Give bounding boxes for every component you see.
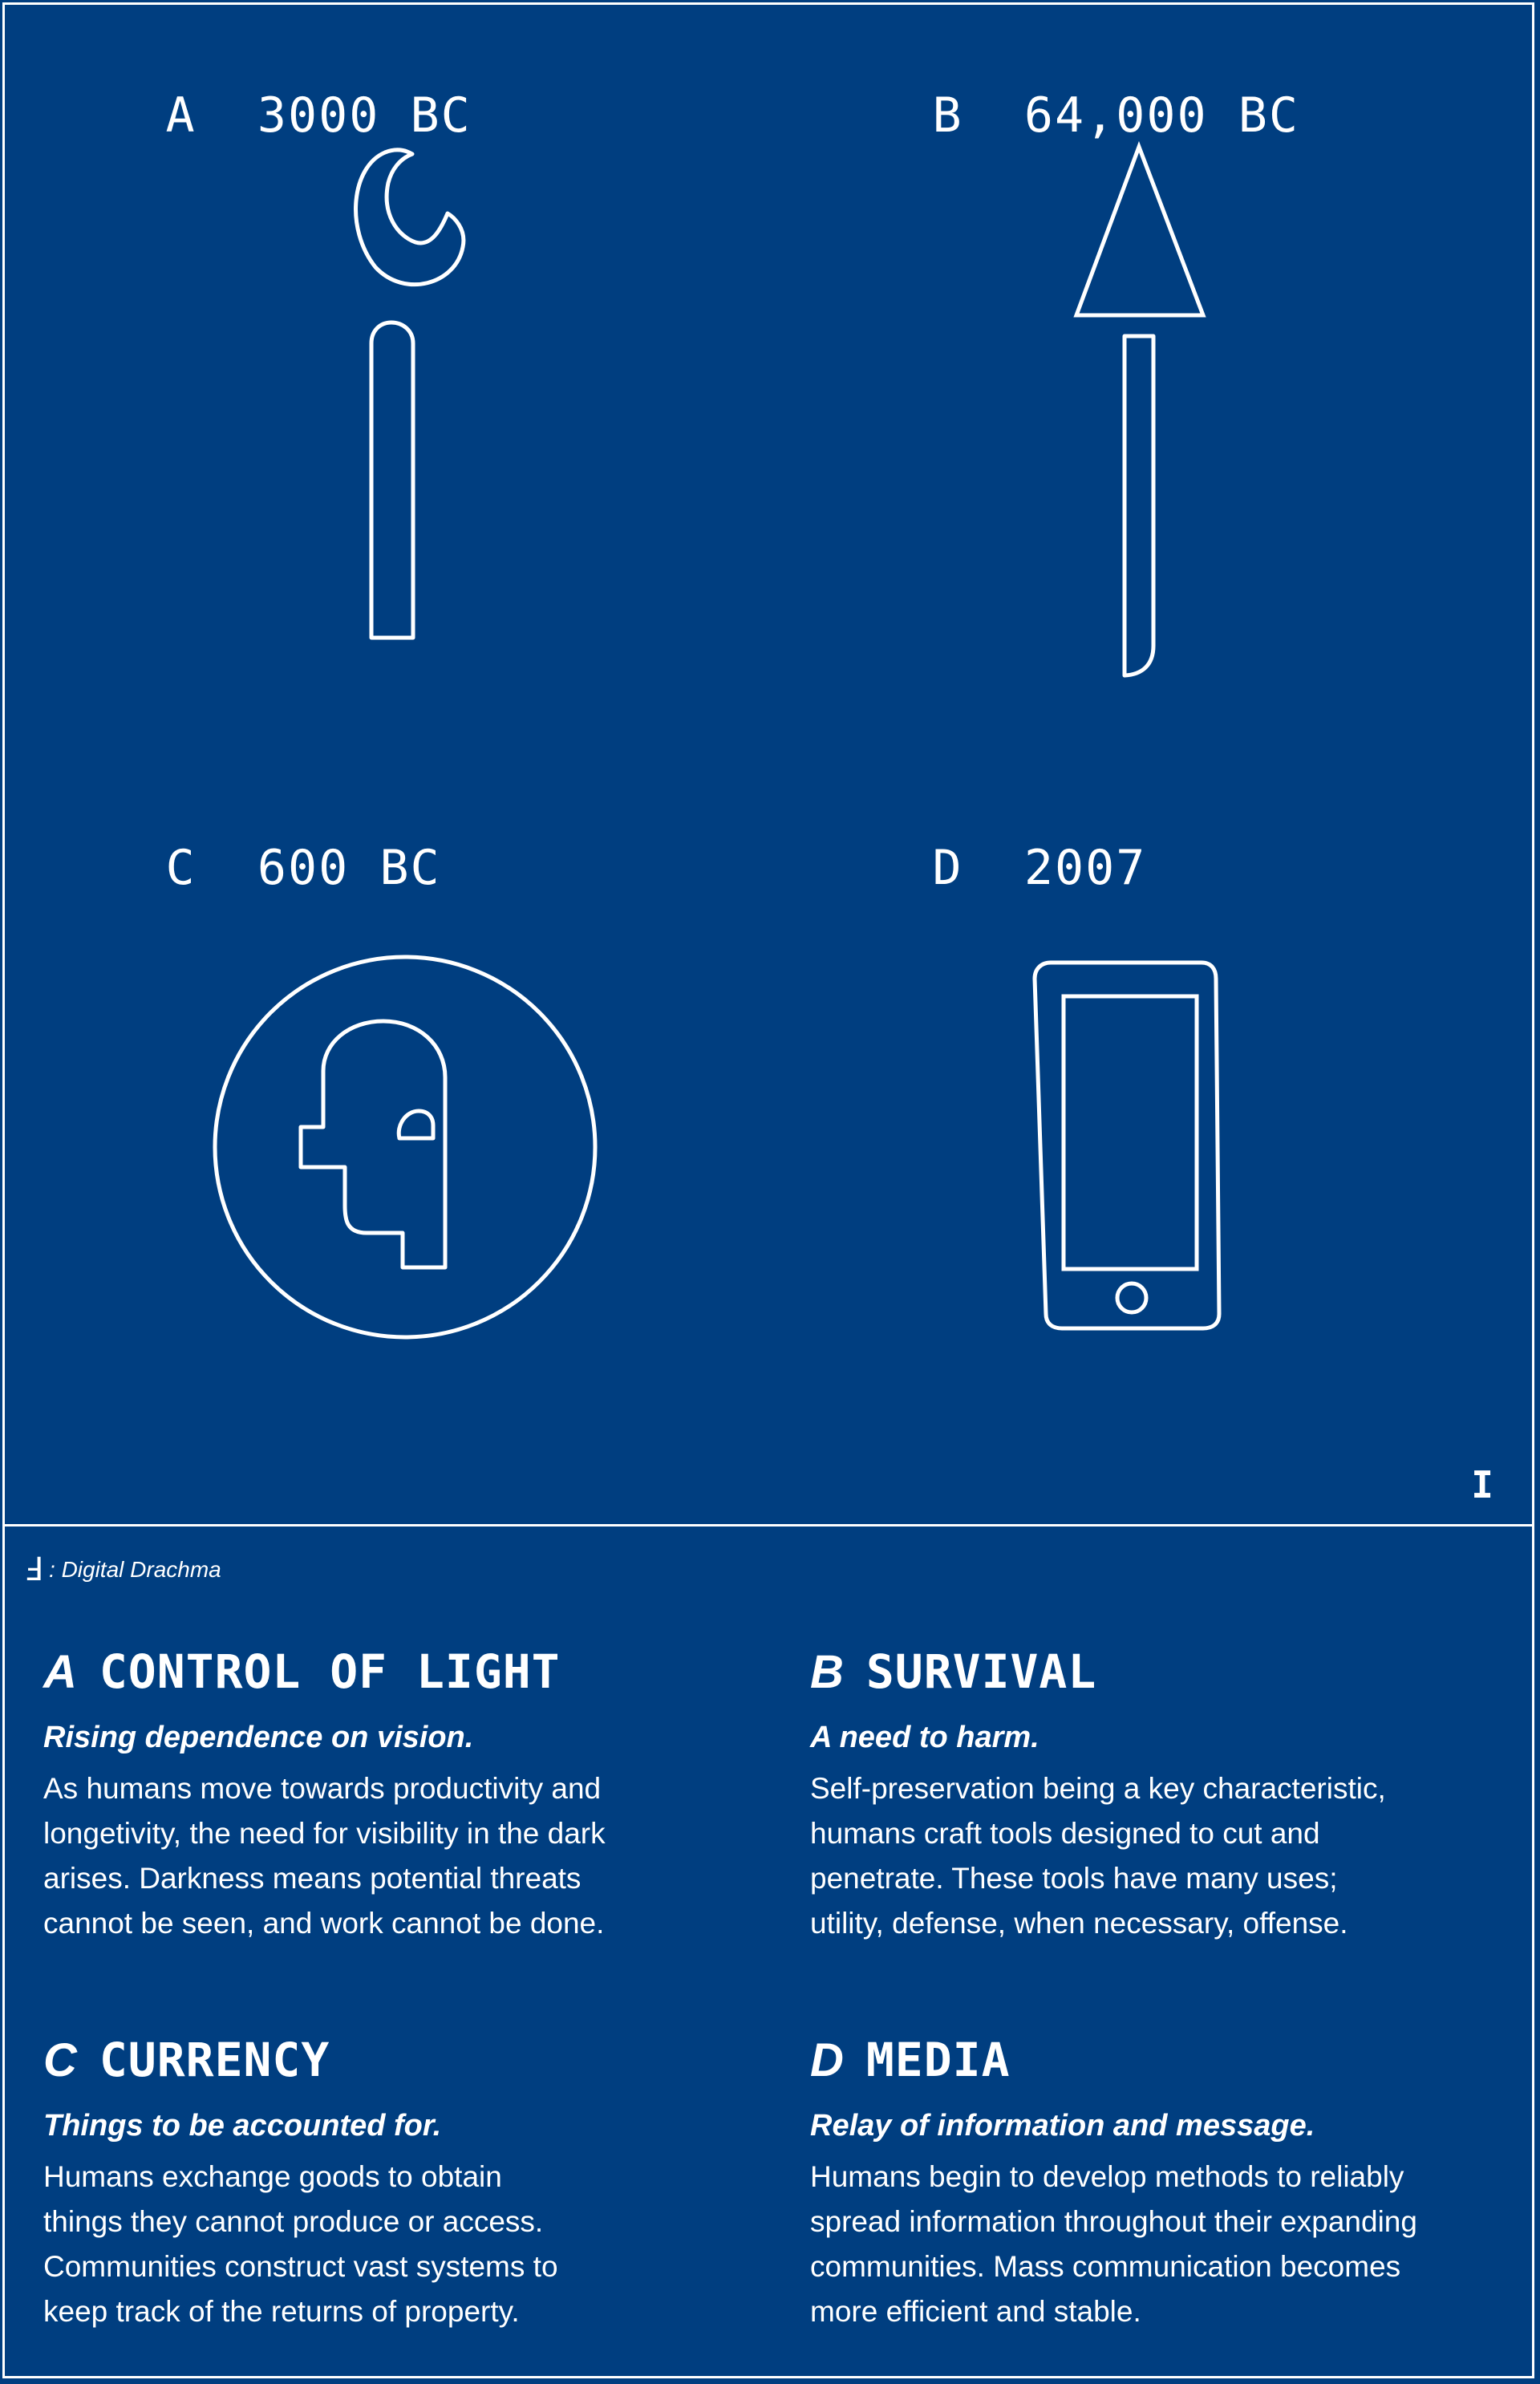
era-date: 3000 BC (257, 87, 472, 144)
spear-icon (1067, 140, 1211, 686)
footnote-text: : Digital Drachma (49, 1557, 221, 1582)
body-line: arises. Darkness means potential threats (43, 1862, 582, 1895)
section-body (43, 2155, 733, 2334)
section-title: CURRENCY (99, 2033, 330, 2087)
section-subtitle: Rising dependence on vision. (43, 1721, 474, 1754)
section-letter: B (810, 1646, 844, 1698)
era-date: 600 BC (257, 840, 441, 896)
body-line: Self-preservation being a key characteristic, (810, 1772, 1386, 1805)
section-subtitle: A need to harm. (810, 1721, 1040, 1754)
section-heading (43, 1644, 733, 1701)
era-letter: D (932, 840, 963, 896)
section-subtitle: Relay of information and message. (810, 2109, 1315, 2143)
era-letter: A (165, 87, 197, 144)
section-survival (810, 1644, 1500, 1946)
section-body (810, 1766, 1500, 1946)
body-line: Communities construct vast systems to (43, 2250, 558, 2283)
era-label-c (43, 796, 441, 940)
drachma-symbol: Ⅎ (24, 1551, 43, 1588)
era-date: 64,000 BC (1023, 87, 1299, 144)
body-line: communities. Mass communication becomes (810, 2250, 1401, 2283)
era-letter: C (165, 840, 197, 896)
section-title: CONTROL OF LIGHT (99, 1644, 561, 1699)
body-line: longetivity, the need for visibility in the dark (43, 1817, 606, 1850)
section-currency (43, 2033, 733, 2334)
era-label-b (810, 43, 1299, 188)
body-line: penetrate. These tools have many uses; (810, 1862, 1338, 1895)
smartphone-icon (1027, 955, 1235, 1340)
body-line: keep track of the returns of property. (43, 2295, 520, 2328)
body-line: more efficient and stable. (810, 2295, 1141, 2328)
page-number: I (1471, 1463, 1493, 1506)
era-letter: B (932, 87, 963, 144)
era-date: 2007 (1023, 840, 1147, 896)
body-line: utility, defense, when necessary, offense. (810, 1907, 1348, 1940)
body-line: cannot be seen, and work cannot be done. (43, 1907, 605, 1940)
footnote (24, 1551, 221, 1588)
section-heading (810, 2033, 1500, 2089)
section-control-of-light (43, 1644, 733, 1946)
body-line: As humans move towards productivity and (43, 1772, 602, 1805)
candle-icon (337, 144, 497, 658)
coin-icon (209, 951, 602, 1344)
body-line: Humans exchange goods to obtain (43, 2160, 502, 2193)
era-label-d (810, 796, 1146, 940)
section-title: MEDIA (865, 2033, 1011, 2087)
section-subtitle: Things to be accounted for. (43, 2109, 442, 2143)
section-letter: D (810, 2034, 844, 2086)
body-line: humans craft tools designed to cut and (810, 1817, 1320, 1850)
section-letter: A (43, 1646, 77, 1698)
section-heading (43, 2033, 733, 2089)
section-body (43, 1766, 733, 1946)
section-letter: C (43, 2034, 77, 2086)
section-heading (810, 1644, 1500, 1701)
body-line: things they cannot produce or access. (43, 2205, 544, 2238)
section-media (810, 2033, 1500, 2334)
section-body (810, 2155, 1500, 2334)
section-title: SURVIVAL (865, 1644, 1097, 1699)
body-line: spread information throughout their expanding (810, 2205, 1417, 2238)
body-line: Humans begin to develop methods to reliably (810, 2160, 1404, 2193)
